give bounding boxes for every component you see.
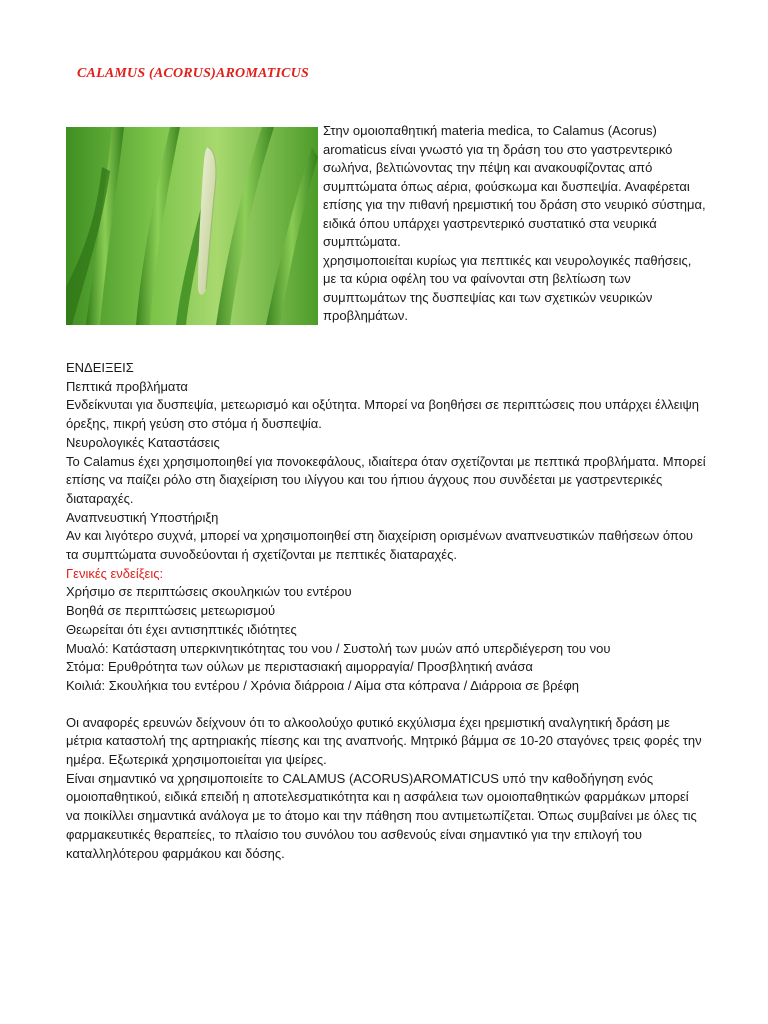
paragraph-spacer — [66, 696, 706, 714]
general-item: Κοιλιά: Σκουλήκια του εντέρου / Χρόνια διάρροια / Αίμα στα κόπρανα / Διάρροια σε βρέφη — [66, 677, 579, 693]
resp-text: Αν και λιγότερο συχνά, μπορεί να χρησιμοποιηθεί στη διαχείριση ορισμένων αναπνευστικών παθήσεων όπου τα συμπτώματα συνοδεύονται ή σχετίζονται με πεπτικές διαταραχές. — [66, 528, 694, 563]
intro-text-1: Στην ομοιοπαθητική materia medica, το Calamus (Acorus) aromaticus είναι γνωστό για τη δράση του στο γαστρεντερικό σωλήνα, βελτιώνοντας την πέψη και ανακουφίζοντας από συμπτώματα όπως αέρια, φούσκωμα και δυσπεψία. Αναφέρεται επίσης για την πιθανή ηρεμιστική του δράση στο νευρικό σύστημα, ειδικά όπου υπάρχει γαστρεντερικό συστατικό στα νευρικά συμπτώματα. — [323, 123, 706, 249]
closing-text: Είναι σημαντικό να χρησιμοποιείτε το CALAMUS (ACORUS)AROMATICUS υπό την καθοδήγηση ενός ομοιοπαθητικού, ειδικά επειδή η αποτελεσματικότητα και η ασφάλεια των ομοιοπαθητικών φαρμάκων μπορεί να ποικίλλει σημαντικά ανάλογα με το άτομο και την πάθηση που αντιμετωπίζεται. Όπως συμβαίνει με όλες τις φαρμακευτικές θεραπείες, το πλαίσιο του συνόλου του ασθενούς είναι σημαντικό για την επιλογή του καταλληλότερου φαρμάκου και δόσης. — [66, 770, 697, 861]
digestive-text: Ενδείκνυται για δυσπεψία, μετεωρισμό και οξύτητα. Μπορεί να βοηθήσει σε περιπτώσεις που υπάρχει έλλειψη όρεξης, πικρή γεύση στο στόμα ή δυσπεψία. — [66, 397, 699, 432]
general-item: Θεωρείται ότι έχει αντισηπτικές ιδιότητες — [66, 621, 297, 637]
document-title: CALAMUS (ACORUS)AROMATICUS — [77, 66, 309, 81]
neuro-text: Το Calamus έχει χρησιμοποιηθεί για πονοκεφάλους, ιδιαίτερα όταν σχετίζονται με πεπτικά προβλήματα. Μπορεί επίσης να παίζει ρόλο στη διαχείριση του ιλίγγου και του ήπιου άγχους που συνδέεται με γαστρεντερικές διαταραχές. — [66, 453, 706, 506]
document-body — [66, 359, 706, 863]
general-heading: Γενικές ενδείξεις: — [66, 565, 164, 581]
general-item: Στόμα: Ερυθρότητα των ούλων με περιστασιακή αιμορραγία/ Προσβλητική ανάσα — [66, 659, 533, 675]
general-item: Χρήσιμο σε περιπτώσεις σκουληκιών του εντέρου — [66, 584, 352, 600]
calamus-plant-photo — [66, 127, 318, 325]
research-text: Οι αναφορές ερευνών δείχνουν ότι το αλκοολούχο φυτικό εκχύλισμα έχει ηρεμιστική αναλγητική δράση με μέτρια καταστολή της αρτηριακής πίεσης και της αναπνοής. Μητρικό βάμμα σε 10-20 σταγόνες τρεις φορές την ημέρα. Εξωτερικά χρησιμοποιείται για ψείρες. — [66, 714, 702, 768]
digestive-heading: Πεπτικά προβλήματα — [66, 378, 188, 394]
general-item: Μυαλό: Κατάσταση υπερκινητικότητας του νου / Συστολή των μυών από υπερδιέγερση του νου — [66, 640, 611, 656]
intro-text-2: χρησιμοποιείται κυρίως για πεπτικές και νευρολογικές παθήσεις, με τα κύρια οφέλη του να φαίνονται στη βελτίωση των συμπτωμάτων της δυσπεψίας και των σχετικών νευρικών προβλημάτων. — [323, 252, 692, 323]
neuro-heading: Νευρολογικές Καταστάσεις — [66, 434, 220, 450]
indications-heading: ΕΝΔΕΙΞΕΙΣ — [66, 360, 134, 375]
intro-paragraph — [323, 122, 708, 326]
general-item: Βοηθά σε περιπτώσεις μετεωρισμού — [66, 603, 276, 619]
resp-heading: Αναπνευστική Υποστήριξη — [66, 509, 219, 525]
